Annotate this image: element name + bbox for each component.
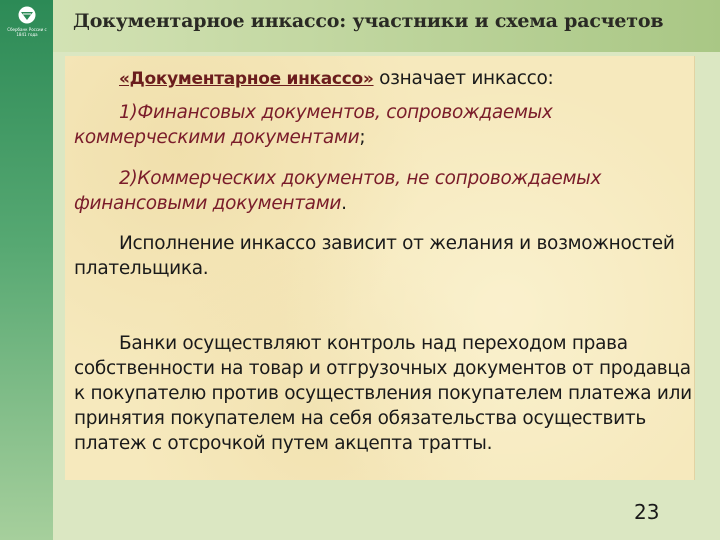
paragraph-banks-control-text: Банки осуществляют контроль над переходом права собственности на товар и отгрузочных документов от продавца к покупателю против осуществления покупателем платежа или принятия покупателем на себя обязательства осуществить платеж с отсрочкой путем акцепта тратты. — [74, 333, 692, 454]
logo-caption — [5, 27, 49, 37]
list-item-suffix: ; — [359, 127, 366, 148]
page-number: 23 — [634, 500, 660, 524]
definition-term: «Документарное инкассо» — [119, 69, 374, 89]
paragraph-execution-text: Исполнение инкассо зависит от желания и возможностей плательщика. — [74, 233, 675, 279]
paragraph-execution — [74, 231, 694, 281]
left-decor-strip — [0, 0, 53, 540]
list-item-text: 2)Коммерческих документов, не сопровождаемых финансовыми документами — [74, 168, 602, 214]
definition-text: означает инкассо: — [373, 68, 554, 89]
list-item-text: 1)Финансовых документов, сопровождаемых коммерческими документами — [74, 102, 553, 148]
logo-caption-line2: России с 1841 года — [16, 27, 47, 37]
list-item-2 — [74, 166, 694, 216]
slide-title: Документарное инкассо: участники и схема расчетов — [73, 10, 664, 32]
bank-logo — [5, 6, 49, 46]
slide-header — [53, 0, 720, 52]
logo-caption-line1: Сбербанк — [7, 27, 28, 32]
content-panel — [65, 56, 695, 480]
list-item-suffix: . — [341, 193, 347, 214]
list-item-1 — [74, 100, 694, 150]
definition-paragraph — [74, 66, 694, 92]
paragraph-banks-control — [74, 331, 694, 456]
sberbank-logo-icon — [18, 6, 36, 24]
